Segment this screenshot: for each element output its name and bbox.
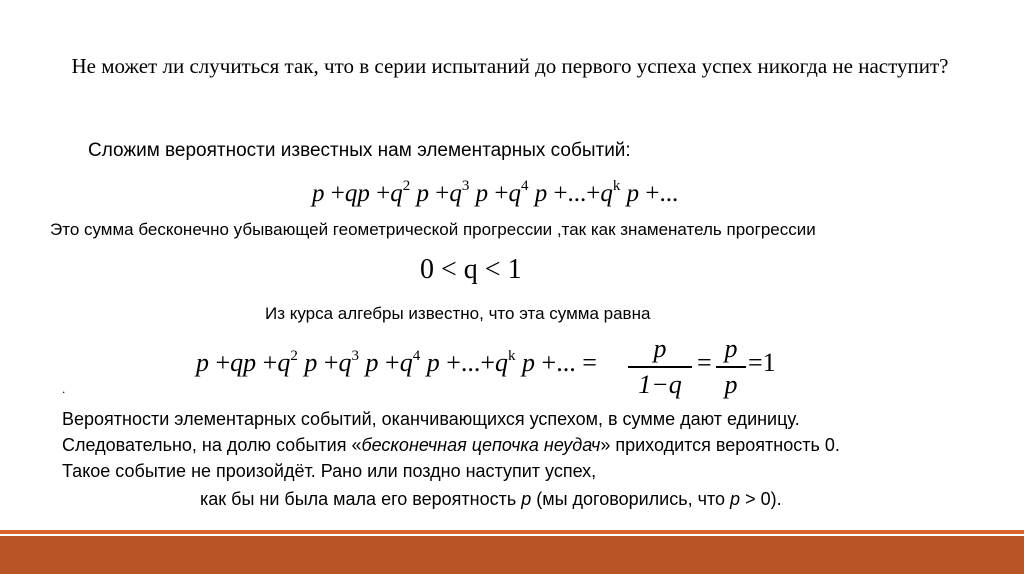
fraction-p-over-1-minus-q: p 1−q	[628, 334, 692, 400]
small-dot: .	[62, 382, 66, 396]
conclusion-line-1: Вероятности элементарных событий, оканчивающихся успехом, в сумме дают единицу.	[62, 409, 800, 429]
conclusion-line-3: Такое событие не произойдёт. Рано или поздно наступит успех,	[62, 461, 597, 481]
fraction-bar	[716, 366, 746, 368]
sum-formula-lhs: $p +qp +q^2$ $p +q^3$ $p +q^4$ $p +...+q^k$ p +... =	[196, 348, 597, 377]
fraction-bar	[628, 366, 692, 368]
intro-text: Сложим вероятности известных нам элементарных событий:	[88, 140, 631, 161]
footer-accent-line	[0, 530, 1024, 534]
footer-stripe	[0, 536, 1024, 574]
inequality-formula: 0 < q < 1	[420, 254, 522, 285]
series-note: Это сумма бесконечно убывающей геометрической прогрессии ,так как знаменатель прогрессии	[50, 220, 816, 239]
series-formula: $p +qp +q^2$ $p +q^3$ $p +q^4$ $p +...+q^k$ p +...	[312, 178, 679, 207]
conclusion-line-4: как бы ни была мала его вероятность р (мы договорились, что р > 0).	[200, 489, 782, 509]
sum-result: =1	[748, 348, 776, 377]
equals-sign: =	[697, 348, 712, 377]
slide-title: Не может ли случиться так, что в серии испытаний до первого успеха успех никогда не наступит?	[71, 54, 949, 78]
fraction-p-over-p: p p	[716, 334, 746, 400]
algebra-note: Из курса алгебры известно, что эта сумма равна	[265, 304, 651, 323]
conclusion-line-2: Следовательно, на долю события «бесконечная цепочка неудач» приходится вероятность 0.	[62, 435, 840, 455]
